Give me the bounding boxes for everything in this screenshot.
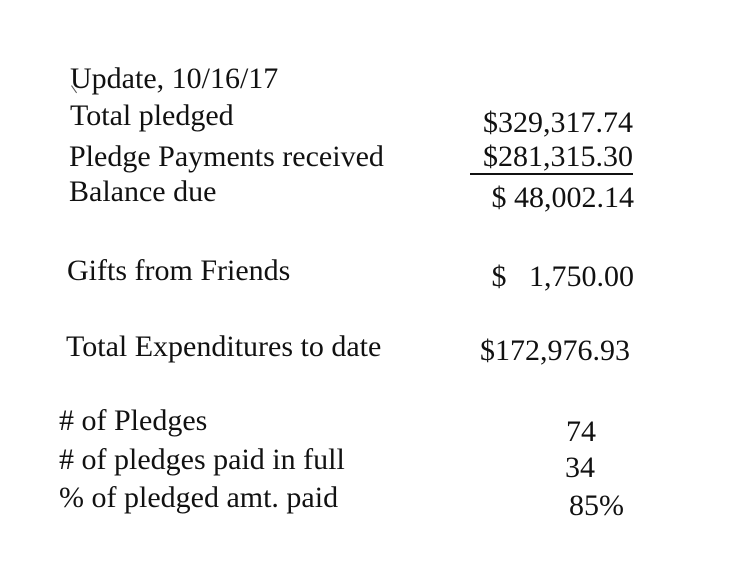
paid-in-full-label: # of pledges paid in full bbox=[59, 443, 345, 476]
paid-in-full-value: 34 bbox=[565, 451, 595, 484]
balance-due-value: $ 48,002.14 bbox=[491, 181, 634, 214]
payments-received-label: Pledge Payments received bbox=[69, 140, 384, 173]
expenditures-label: Total Expenditures to date bbox=[66, 330, 382, 363]
gifts-label: Gifts from Friends bbox=[67, 254, 291, 287]
balance-due-label: Balance due bbox=[69, 175, 217, 208]
payments-received-value: $281,315.30 bbox=[470, 142, 633, 175]
expenditures-value: $172,976.93 bbox=[480, 334, 630, 367]
total-pledged-value: $329,317.74 bbox=[483, 106, 633, 139]
pledge-count-value: 74 bbox=[566, 415, 596, 448]
percent-paid-label: % of pledged amt. paid bbox=[59, 481, 339, 514]
update-heading: Update, 10/16/17 bbox=[70, 62, 279, 95]
percent-paid-value: 85% bbox=[569, 489, 624, 522]
gifts-value: $ 1,750.00 bbox=[491, 260, 634, 293]
pledge-count-label: # of Pledges bbox=[59, 404, 208, 437]
total-pledged-label: Total pledged bbox=[70, 99, 234, 132]
